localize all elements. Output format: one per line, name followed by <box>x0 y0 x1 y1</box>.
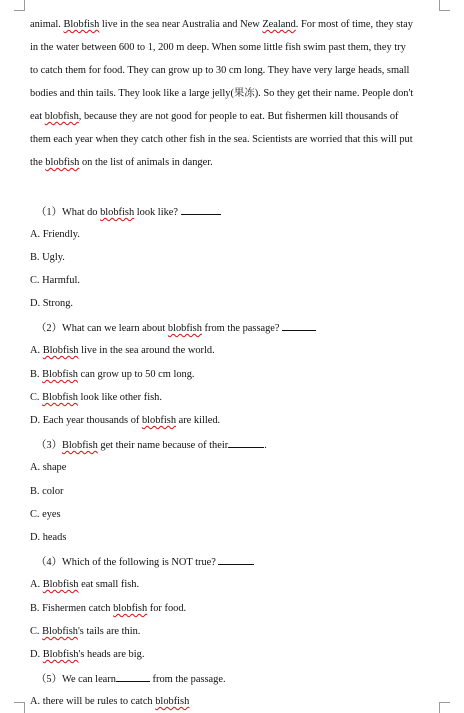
answer-option <box>30 531 66 545</box>
text-run: B. <box>30 369 43 380</box>
passage-line <box>30 156 213 170</box>
text-run: D. Strong. <box>30 298 74 309</box>
text-run: . For most of time, they stay <box>295 19 413 30</box>
text-run: （5）We can learn <box>36 674 116 685</box>
text-run: A. Friendly. <box>30 229 80 240</box>
spellcheck-flagged-word: blobfish <box>100 207 135 218</box>
text-run: C. <box>30 392 43 403</box>
text-run: （1）What do <box>36 207 101 218</box>
answer-option <box>30 391 162 405</box>
spellcheck-flagged-word: blobfish <box>113 603 148 614</box>
text-run: on the list of animals in danger. <box>79 157 213 168</box>
spellcheck-flagged-word: Zealand <box>262 19 296 30</box>
text-run: eat small fish. <box>78 579 140 590</box>
answer-option <box>30 297 73 311</box>
passage-line <box>30 110 399 124</box>
question-stem <box>36 672 226 687</box>
text-run: look like? <box>134 207 181 218</box>
text-run: B. color <box>30 486 64 497</box>
question-stem <box>36 438 267 453</box>
answer-option <box>30 414 220 428</box>
answer-blank <box>228 438 264 448</box>
page-corner-mark <box>14 0 25 11</box>
text-run: C. eyes <box>30 509 61 520</box>
spellcheck-flagged-word: Blobfish <box>42 579 79 590</box>
text-run: B. Fishermen catch <box>30 603 114 614</box>
text-run: from the passage. <box>149 674 226 685</box>
question-stem <box>36 205 221 220</box>
text-run: （4）Which of the following is NOT true? <box>36 557 219 568</box>
text-run: C. Harmful. <box>30 275 80 286</box>
spellcheck-flagged-word: blobfish <box>141 415 177 426</box>
answer-option <box>30 625 140 639</box>
spellcheck-flagged-word: blobfish <box>155 696 190 707</box>
answer-option <box>30 602 186 616</box>
answer-option <box>30 695 189 709</box>
text-run: can grow up to 50 cm long. <box>77 369 195 380</box>
answer-option <box>30 344 215 358</box>
passage-line <box>30 64 409 78</box>
answer-option <box>30 251 65 265</box>
spellcheck-flagged-word: Blobfish <box>42 345 79 356</box>
text-run: D. heads <box>30 532 67 543</box>
page-corner-mark <box>439 0 450 11</box>
page-corner-mark <box>14 702 25 713</box>
answer-option <box>30 508 61 522</box>
text-run: A. shape <box>30 462 67 473</box>
text-run: D. Each year thousands of <box>30 415 142 426</box>
spellcheck-flagged-word: Blobfish <box>42 369 78 380</box>
answer-blank <box>218 555 254 565</box>
text-run: get their name because of their <box>97 440 229 451</box>
spellcheck-flagged-word: Blobfish <box>61 440 98 451</box>
text-run: bodies and thin tails. They look like a large jelly(果冻). So they get their name. People don't <box>30 88 414 99</box>
text-run: B. Ugly. <box>30 252 65 263</box>
text-run: D. <box>30 649 43 660</box>
answer-option <box>30 648 144 662</box>
answer-blank <box>282 321 316 331</box>
answer-option <box>30 578 139 592</box>
text-run: from the passage? <box>201 323 283 334</box>
answer-option <box>30 461 66 475</box>
text-run: for food. <box>147 603 187 614</box>
text-run: 's heads are big. <box>78 649 145 660</box>
spellcheck-flagged-word: Blobfish <box>42 626 78 637</box>
spellcheck-flagged-word: Blobfish <box>42 649 79 660</box>
text-run: live in the sea near Australia and New <box>99 19 263 30</box>
answer-option <box>30 485 63 499</box>
spellcheck-flagged-word: blobfish <box>167 323 202 334</box>
spellcheck-flagged-word: blobfish <box>44 111 79 122</box>
page-corner-mark <box>439 702 450 713</box>
text-run: live in the sea around the world. <box>78 345 215 356</box>
text-run: , because they are not good for people to eat. But fishermen kill thousands of <box>78 111 399 122</box>
passage-line <box>30 133 413 147</box>
answer-option <box>30 274 80 288</box>
text-run: eat <box>30 111 45 122</box>
text-run: in the water between 600 to 1, 200 m deep. When some little fish swim past them, they try <box>30 42 406 53</box>
text-run: are killed. <box>176 415 221 426</box>
spellcheck-flagged-word: blobfish <box>45 157 80 168</box>
answer-option <box>30 368 195 382</box>
text-run: A. <box>30 579 43 590</box>
text-run: . <box>264 440 267 451</box>
answer-option <box>30 228 80 242</box>
text-run: A. there will be rules to catch <box>30 696 156 707</box>
text-run: 's tails are thin. <box>77 626 141 637</box>
question-stem <box>36 555 254 570</box>
text-run: animal. <box>30 19 64 30</box>
answer-blank <box>116 672 150 682</box>
text-run: the <box>30 157 46 168</box>
passage-line <box>30 87 413 101</box>
text-run: （3） <box>36 440 62 451</box>
text-run: （2）What can we learn about <box>36 323 168 334</box>
text-run: to catch them for food. They can grow up to 30 cm long. They have very large heads, small <box>30 65 410 76</box>
spellcheck-flagged-word: Blobfish <box>42 392 78 403</box>
text-run: C. <box>30 626 43 637</box>
text-run: A. <box>30 345 43 356</box>
text-run: look like other fish. <box>77 392 162 403</box>
answer-blank <box>181 205 221 215</box>
question-stem <box>36 321 316 336</box>
text-run: them each year when they catch other fish in the sea. Scientists are worried that this will put <box>30 134 413 145</box>
spellcheck-flagged-word: Blobfish <box>63 19 100 30</box>
passage-line <box>30 18 413 32</box>
passage-line <box>30 41 406 55</box>
